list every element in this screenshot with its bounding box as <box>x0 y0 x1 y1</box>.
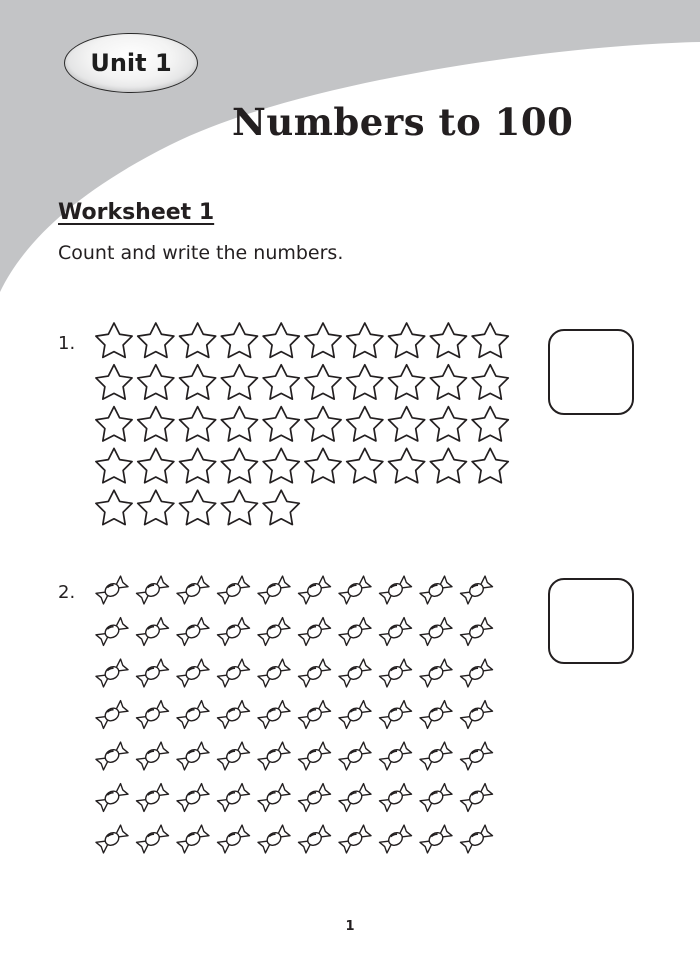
candy-icon <box>379 618 411 646</box>
candy-icon <box>136 701 168 729</box>
star-icon <box>263 323 299 357</box>
star-icon <box>96 323 132 357</box>
page-number: 1 <box>345 919 355 934</box>
candy-icon <box>217 701 249 729</box>
star-icon <box>138 407 174 441</box>
star-icon <box>138 323 174 357</box>
candy-icon <box>217 576 249 604</box>
candy-icon <box>460 742 492 770</box>
candy-icon <box>420 618 452 646</box>
candy-icon <box>420 659 452 687</box>
star-icon <box>347 407 383 441</box>
candy-icon <box>177 701 209 729</box>
candy-icon <box>177 659 209 687</box>
candy-icon <box>298 576 330 604</box>
star-icon <box>96 407 132 441</box>
star-icon <box>472 365 508 399</box>
candy-icon <box>298 784 330 812</box>
star-icon <box>96 365 132 399</box>
candy-icon <box>258 701 290 729</box>
candy-icon <box>298 659 330 687</box>
candy-icon <box>177 742 209 770</box>
question-1-number: 1. <box>58 333 76 354</box>
candy-icon <box>136 576 168 604</box>
candy-icon <box>258 576 290 604</box>
star-icon <box>389 323 425 357</box>
star-icon <box>305 448 341 482</box>
candy-icon <box>177 825 209 853</box>
candy-icon <box>96 742 128 770</box>
candy-icon <box>96 618 128 646</box>
question-2-candy-grid <box>94 569 514 859</box>
candy-icon <box>136 825 168 853</box>
candy-icon <box>460 701 492 729</box>
question-2-answer-box[interactable] <box>548 578 634 664</box>
star-icon <box>430 448 466 482</box>
candy-icon <box>136 784 168 812</box>
candy-icon <box>96 659 128 687</box>
candy-icon <box>460 825 492 853</box>
candy-icon <box>379 701 411 729</box>
candy-icon <box>177 576 209 604</box>
star-icon <box>138 448 174 482</box>
candy-icon <box>258 659 290 687</box>
candy-icon <box>339 618 371 646</box>
candy-icon <box>339 784 371 812</box>
star-icon <box>305 407 341 441</box>
star-icon <box>180 323 216 357</box>
question-1-star-grid <box>94 320 514 530</box>
star-icon <box>305 365 341 399</box>
candy-icon <box>460 784 492 812</box>
star-icon <box>180 490 216 524</box>
star-icon <box>389 365 425 399</box>
candy-icon <box>136 618 168 646</box>
star-icon <box>347 323 383 357</box>
candy-icon <box>339 825 371 853</box>
candy-icon <box>217 742 249 770</box>
candy-icon <box>420 742 452 770</box>
star-icon <box>430 323 466 357</box>
candy-icon <box>460 618 492 646</box>
question-1-answer-box[interactable] <box>548 329 634 415</box>
star-icon <box>221 323 257 357</box>
candy-icon <box>96 784 128 812</box>
candy-icon <box>136 742 168 770</box>
candy-icon <box>217 618 249 646</box>
star-icon <box>472 407 508 441</box>
candy-icon <box>258 825 290 853</box>
star-icon <box>430 407 466 441</box>
candy-icon <box>298 742 330 770</box>
unit-badge <box>64 33 198 93</box>
candy-icon <box>379 784 411 812</box>
question-2-number: 2. <box>58 582 76 603</box>
candy-icon <box>298 825 330 853</box>
star-icon <box>263 448 299 482</box>
candy-icon <box>96 701 128 729</box>
candy-icon <box>258 784 290 812</box>
star-icon <box>472 323 508 357</box>
candy-icon <box>339 701 371 729</box>
candy-icon <box>339 576 371 604</box>
candy-icon <box>339 742 371 770</box>
star-icon <box>347 365 383 399</box>
star-icon <box>221 448 257 482</box>
candy-icon <box>298 618 330 646</box>
candy-icon <box>379 576 411 604</box>
candy-icon <box>420 701 452 729</box>
star-icon <box>96 448 132 482</box>
page-title: Numbers to 100 <box>232 100 574 144</box>
candy-icon <box>177 618 209 646</box>
candy-icon <box>217 825 249 853</box>
candy-icon <box>420 576 452 604</box>
candy-icon <box>420 825 452 853</box>
star-icon <box>180 448 216 482</box>
star-icon <box>472 448 508 482</box>
candy-icon <box>460 576 492 604</box>
candy-icon <box>379 825 411 853</box>
star-icon <box>347 448 383 482</box>
candy-icon <box>258 618 290 646</box>
candy-icon <box>339 659 371 687</box>
star-icon <box>221 490 257 524</box>
candy-icon <box>379 742 411 770</box>
star-icon <box>221 365 257 399</box>
star-icon <box>263 365 299 399</box>
star-icon <box>138 490 174 524</box>
candy-icon <box>96 576 128 604</box>
star-icon <box>221 407 257 441</box>
candy-icon <box>379 659 411 687</box>
candy-icon <box>258 742 290 770</box>
star-icon <box>389 407 425 441</box>
star-icon <box>430 365 466 399</box>
star-icon <box>389 448 425 482</box>
star-icon <box>305 323 341 357</box>
unit-label: Unit 1 <box>90 49 172 77</box>
worksheet-heading: Worksheet 1 <box>58 200 215 225</box>
star-icon <box>263 490 299 524</box>
candy-icon <box>177 784 209 812</box>
star-icon <box>180 407 216 441</box>
star-icon <box>263 407 299 441</box>
candy-icon <box>136 659 168 687</box>
candy-icon <box>217 784 249 812</box>
star-icon <box>96 490 132 524</box>
star-icon <box>180 365 216 399</box>
candy-icon <box>460 659 492 687</box>
instruction-text: Count and write the numbers. <box>58 242 344 264</box>
candy-icon <box>217 659 249 687</box>
candy-icon <box>420 784 452 812</box>
candy-icon <box>96 825 128 853</box>
candy-icon <box>298 701 330 729</box>
star-icon <box>138 365 174 399</box>
